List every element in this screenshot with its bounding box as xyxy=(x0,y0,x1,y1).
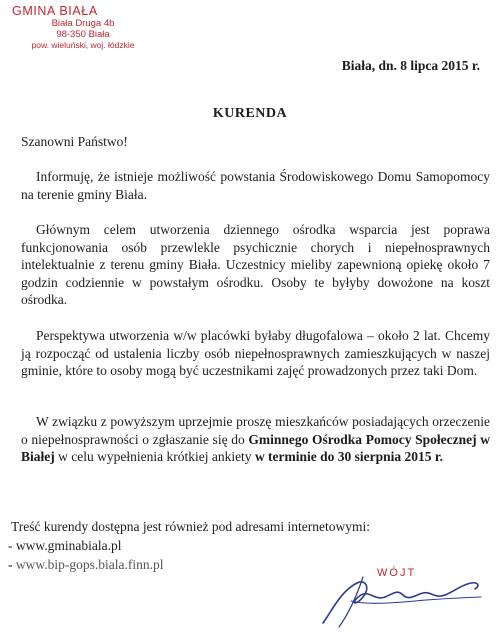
url-2-prefix: - xyxy=(8,557,16,572)
paragraph-4-bold-office: Gminnego Ośrodka Pomocy Społecznej w Białej xyxy=(21,431,490,464)
signature-block xyxy=(305,565,495,633)
paragraph-4 xyxy=(21,413,490,466)
paragraph-2-text: Głównym celem utworzenia dziennego ośrodka wsparcia jest poprawa funkcjonowania osób przewlekle psychicznie chorych i niepełnosprawnych intelektualnie z terenu gminy Biała. Uczestnicy mieliby zapewnioną opiekę około 7 godzin codziennie w powstałym ośrodku. Osoby te byłyby dowożone na koszt ośrodka. xyxy=(21,222,490,307)
url-link-bip-gops[interactable]: www.bip-gops.biala.finn.pl xyxy=(15,557,164,572)
stamp-address-line3: pow. wieluński, woj. łódzkie xyxy=(31,40,135,50)
url-1-prefix: - xyxy=(8,538,16,553)
url-link-gminabiala[interactable]: www.gminabiala.pl xyxy=(15,538,122,553)
stamp-name: GMINA BIAŁA xyxy=(12,4,98,18)
paragraph-4-bold-deadline: w terminie do 30 sierpnia 2015 r. xyxy=(254,449,444,464)
paragraph-1-text: Informuję, że istnieje możliwość powstania Środowiskowego Domu Samopomocy na terenie gminy Biała. xyxy=(21,169,490,202)
paragraph-1 xyxy=(21,168,490,203)
paragraph-3 xyxy=(21,327,490,380)
stamp-address-line1: Biała Druga 4b xyxy=(51,18,115,29)
paragraph-4-text-b: w celu wypełnienia krótkiej ankiety xyxy=(54,449,255,464)
document-date: Biała, dn. 8 lipca 2015 r. xyxy=(341,58,480,73)
signature-label: WÓJT xyxy=(377,567,417,579)
paragraph-4-text-a: W związku z powyższym uprzejmie proszę mieszkańców posiadających orzeczenie o niepełnosprawności o zgłaszanie się do xyxy=(21,414,490,447)
url-item-1 xyxy=(8,536,370,555)
document-title: KURENDA xyxy=(212,106,288,121)
paragraph-3-text: Perspektywa utworzenia w/w placówki byłaby długofalowa – około 2 lat. Chcemy ją rozpocząć od ustalenia liczby osób niepełnosprawnych zamieszkujących w naszej gminie, które to osoby mogą być uczestnikami zajęć prowadzonych przez taki Dom. xyxy=(21,328,490,378)
stamp-address-line2: 98-350 Biała xyxy=(56,29,110,40)
urls-intro: Treść kurendy dostępna jest również pod adresami internetowymi: xyxy=(11,519,371,534)
greeting: Szanowni Państwo! xyxy=(21,134,128,149)
office-stamp xyxy=(8,4,158,50)
paragraph-2 xyxy=(21,221,490,309)
